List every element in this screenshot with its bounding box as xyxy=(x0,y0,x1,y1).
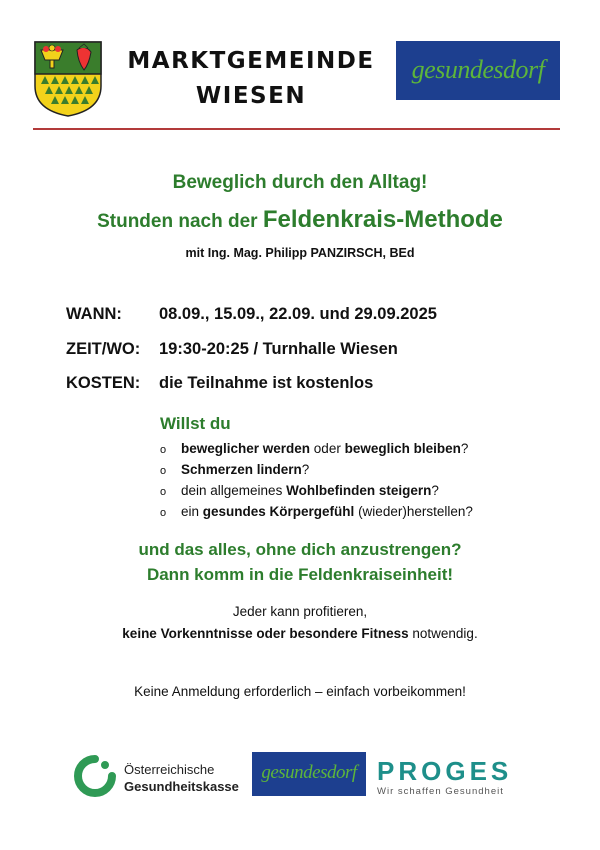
when-label: WANN: xyxy=(66,305,122,323)
time-place-label: ZEIT/WO: xyxy=(66,340,141,358)
when-row xyxy=(66,305,437,324)
question-emphasis: beweglich bleiben xyxy=(344,441,461,456)
question-emphasis: gesundes Körpergefühl xyxy=(202,504,355,519)
question-text: ein xyxy=(181,504,203,519)
slogan-line-1: und das alles, ohne dich anzustrengen? xyxy=(138,540,462,559)
title-line-2-prefix: Stunden nach der xyxy=(97,211,263,232)
question-text: ? xyxy=(460,441,469,456)
oegk-line-2: Gesundheitskasse xyxy=(124,779,239,794)
gesundesdorf-footer-logo xyxy=(252,752,366,796)
oegk-logo-text xyxy=(124,761,239,795)
cost-value: die Teilnahme ist kostenlos xyxy=(159,374,374,392)
coat-of-arms-icon xyxy=(33,40,103,118)
questions-heading: Willst du xyxy=(160,414,231,433)
when-value: 08.09., 15.09., 22.09. und 29.09.2025 xyxy=(159,305,437,323)
cost-row xyxy=(66,374,373,393)
note-line-2 xyxy=(0,626,600,641)
proges-tagline: Wir schaffen Gesundheit xyxy=(377,786,504,797)
oegk-logo-icon xyxy=(74,755,116,797)
title-method: Feldenkrais-Methode xyxy=(262,206,503,233)
question-emphasis: Wohlbefinden steigern xyxy=(286,483,432,498)
gesundesdorf-logo-text: gesundesdorf xyxy=(411,55,545,84)
oegk-line-1: Österreichische xyxy=(124,762,215,777)
municipality-name xyxy=(110,44,392,114)
question-text: dein allgemeines xyxy=(181,483,287,498)
gesundesdorf-footer-text: gesundesdorf xyxy=(261,762,357,783)
question-emphasis: Schmerzen lindern xyxy=(181,462,302,477)
municipality-line-2: WIESEN xyxy=(195,83,307,109)
list-bullet-icon: o xyxy=(160,444,167,456)
note-line-1: Jeder kann profitieren, xyxy=(232,604,368,619)
title-line-1: Beweglich durch den Alltag! xyxy=(172,172,428,193)
question-item xyxy=(160,459,473,480)
list-bullet-icon: o xyxy=(160,465,167,477)
slogan-line-2: Dann komm in die Feldenkraiseinheit! xyxy=(146,565,454,584)
list-bullet-icon: o xyxy=(160,507,167,519)
question-text: ? xyxy=(431,483,439,498)
municipality-line-1: MARKTGEMEINDE xyxy=(127,48,375,74)
trainer-line: mit Ing. Mag. Philipp PANZIRSCH, BEd xyxy=(185,246,415,260)
time-place-row xyxy=(66,340,398,359)
question-text: oder xyxy=(310,441,345,456)
question-item xyxy=(160,438,473,459)
question-emphasis: beweglicher werden xyxy=(181,441,311,456)
cost-label: KOSTEN: xyxy=(66,374,141,392)
gesundesdorf-logo xyxy=(396,41,560,100)
note-line-2-rest: notwendig. xyxy=(408,626,478,641)
question-text: (wieder)herstellen? xyxy=(354,504,473,519)
proges-logo-text: PROGES xyxy=(377,756,513,786)
header-divider xyxy=(33,128,560,130)
questions-list xyxy=(160,438,473,522)
question-item xyxy=(160,501,473,522)
time-place-value: 19:30-20:25 / Turnhalle Wiesen xyxy=(159,340,398,358)
title-line-2 xyxy=(0,206,600,234)
note-line-3: Keine Anmeldung erforderlich – einfach vorbeikommen! xyxy=(134,684,466,699)
question-item xyxy=(160,480,473,501)
question-text: ? xyxy=(301,462,310,477)
list-bullet-icon: o xyxy=(160,486,167,498)
note-line-2-bold: keine Vorkenntnisse oder besondere Fitness xyxy=(122,626,409,641)
